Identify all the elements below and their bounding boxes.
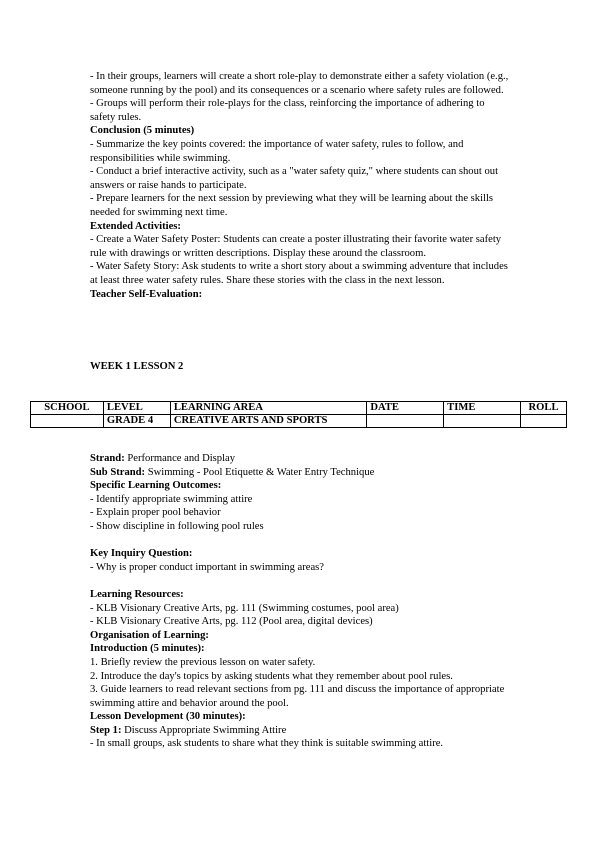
substrand-label: Sub Strand:	[90, 466, 146, 478]
table-header-row	[31, 402, 567, 415]
intro-item: 2. Introduce the day's topics by asking students what they remember about pool rules.	[90, 670, 453, 682]
resources-heading: Learning Resources:	[90, 588, 184, 600]
conclusion-line: - Conduct a brief interactive activity, such as a "water safety quiz," where students can shout out answers or raise hands to participate.	[90, 166, 499, 191]
outcome-item: - Show discipline in following pool rules	[90, 520, 264, 532]
extended-line: - Water Safety Story: Ask students to write a short story about a swimming adventure that includes at least three water safety rules. Share these stories with the class in the next lesson.	[90, 261, 508, 286]
cell-level: GRADE 4	[103, 415, 170, 428]
cell-learning-area: CREATIVE ARTS AND SPORTS	[170, 415, 367, 428]
lesson-section	[90, 452, 510, 751]
step1-detail: - In small groups, ask students to share what they think is suitable swimming attire.	[90, 738, 444, 750]
key-inquiry-question: - Why is proper conduct important in swimming areas?	[90, 561, 324, 573]
cell-date	[367, 415, 444, 428]
step1-label: Step 1:	[90, 724, 122, 736]
step1-line	[90, 724, 510, 738]
conclusion-line: - Prepare learners for the next session by previewing what they will be learning about the skills needed for swimming next time.	[90, 193, 494, 218]
substrand-line	[90, 466, 510, 480]
key-inquiry-heading: Key Inquiry Question:	[90, 548, 193, 560]
organisation-heading: Organisation of Learning:	[90, 629, 209, 641]
strand-label: Strand:	[90, 453, 125, 464]
outcome-item: - Identify appropriate swimming attire	[90, 493, 253, 505]
header-time: TIME	[444, 402, 521, 415]
outcome-item: - Explain proper pool behavior	[90, 507, 221, 519]
header-school: SCHOOL	[31, 402, 104, 415]
cell-school	[31, 415, 104, 428]
week-title: WEEK 1 LESSON 2	[90, 361, 184, 372]
outcomes-heading: Specific Learning Outcomes:	[90, 480, 222, 492]
header-date: DATE	[367, 402, 444, 415]
header-roll: ROLL	[521, 402, 567, 415]
extended-activities-heading: Extended Activities:	[90, 220, 181, 232]
conclusion-line: - Summarize the key points covered: the importance of water safety, rules to follow, and responsibilities while swimming.	[90, 138, 464, 164]
intro-item: 3. Guide learners to read relevant sections from pg. 111 and discuss the importance of appropriate swimming attire and behavior around the pool.	[90, 684, 505, 709]
table-row	[31, 415, 567, 428]
activity-line: - In their groups, learners will create a short role-play to demonstrate either a safety violation (e.g., someone running by the pool) and its consequences or a scenario where safety rules are followed.	[90, 71, 509, 96]
strand-value: Performance and Display	[124, 453, 236, 464]
intro-item: 1. Briefly review the previous lesson on water safety.	[90, 656, 316, 668]
header-learning-area: LEARNING AREA	[170, 402, 367, 415]
lesson-development-heading: Lesson Development (30 minutes):	[90, 711, 246, 723]
resource-item: - KLB Visionary Creative Arts, pg. 111 (Swimming costumes, pool area)	[90, 602, 399, 614]
conclusion-heading: Conclusion (5 minutes)	[90, 125, 195, 137]
cell-roll	[521, 415, 567, 428]
strand-line	[90, 452, 510, 466]
cell-time	[444, 415, 521, 428]
header-level: LEVEL	[103, 402, 170, 415]
substrand-value: Swimming - Pool Etiquette & Water Entry Technique	[145, 466, 375, 478]
lesson-info-table	[30, 401, 567, 428]
extended-line: - Create a Water Safety Poster: Students can create a poster illustrating their favorite water safety rule with drawings or written descriptions. Display these around the classroom.	[90, 234, 502, 259]
activity-line: - Groups will perform their role-plays for the class, reinforcing the importance of adhering to safety rules.	[90, 98, 485, 123]
self-evaluation-heading: Teacher Self-Evaluation:	[90, 288, 203, 300]
introduction-heading: Introduction (5 minutes):	[90, 643, 205, 655]
step1-title: Discuss Appropriate Swimming Attire	[121, 724, 287, 736]
previous-lesson-section	[90, 70, 510, 301]
resource-item: - KLB Visionary Creative Arts, pg. 112 (Pool area, digital devices)	[90, 616, 373, 628]
